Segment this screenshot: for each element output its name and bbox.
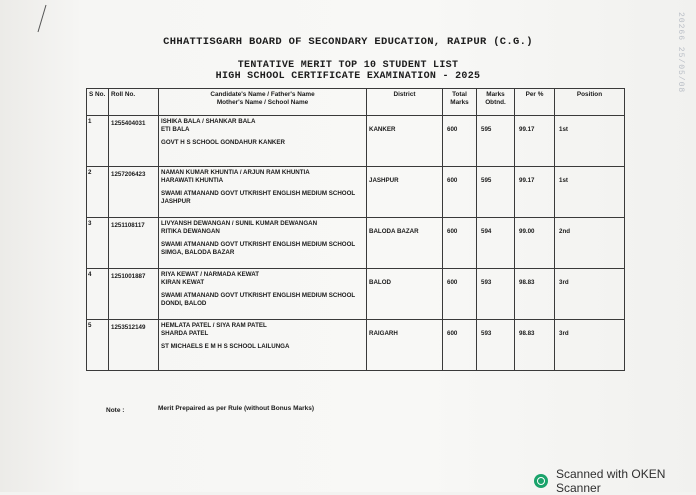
- cell-sno: 4: [88, 271, 92, 278]
- cell-roll: 1253512149: [111, 324, 146, 331]
- cell-name-father: RIYA KEWAT / NARMADA KEWAT: [161, 271, 260, 278]
- cell-total: 600: [447, 126, 458, 133]
- scanner-text: Scanned with OKEN Scanner: [556, 467, 666, 495]
- cell-sno: 5: [88, 322, 92, 329]
- exam-title: HIGH SCHOOL CERTIFICATE EXAMINATION - 2025: [215, 71, 481, 82]
- header-total: Total Marks: [443, 89, 477, 116]
- cell-name-father: HEMLATA PATEL / SIYA RAM PATEL: [161, 322, 267, 329]
- cell-position: 3rd: [559, 330, 569, 337]
- cell-position: 2nd: [559, 228, 571, 235]
- cell-sno: 3: [88, 220, 92, 227]
- note-text: Merit Prepaired as per Rule (without Bonus Marks): [158, 405, 315, 412]
- header-position: Position: [555, 89, 625, 116]
- table-header-row: [87, 89, 625, 116]
- cell-obtained: 595: [481, 177, 492, 184]
- cell-name-father: ISHIKA BALA / SHANKAR BALA: [161, 118, 256, 125]
- cell-roll: 1257206423: [111, 171, 146, 178]
- cell-school: SWAMI ATMANAND GOVT UTKRISHT ENGLISH MEDIUM SCHOOL DONDI, BALOD: [161, 292, 356, 307]
- cell-sno: 2: [88, 169, 92, 176]
- cell-roll: 1251001887: [111, 273, 146, 280]
- pen-mark: [36, 4, 48, 34]
- cell-obtained: 595: [481, 126, 492, 133]
- cell-name-father: NAMAN KUMAR KHUNTIA / ARJUN RAM KHUNTIA: [161, 169, 310, 176]
- cell-total: 600: [447, 177, 458, 184]
- header-roll: Roll No.: [109, 89, 159, 116]
- cell-obtained: 594: [481, 228, 492, 235]
- cell-percent: 99.00: [519, 228, 535, 235]
- cell-district: RAIGARH: [369, 330, 398, 337]
- cell-total: 600: [447, 330, 458, 337]
- cell-school: SWAMI ATMANAND GOVT UTKRISHT ENGLISH MEDIUM SCHOOL JASHPUR: [161, 190, 356, 205]
- cell-obtained: 593: [481, 279, 492, 286]
- header-obtained: Marks Obtnd.: [477, 89, 515, 116]
- header-district: District: [367, 89, 443, 116]
- note-label: Note :: [106, 407, 125, 414]
- header-candidate: Candidate's Name / Father's Name Mother's Name / School Name: [159, 89, 367, 116]
- scanner-watermark: [534, 467, 696, 495]
- cell-roll: 1255404031: [111, 120, 146, 127]
- cell-total: 600: [447, 228, 458, 235]
- cell-school: ST MICHAELS E M H S SCHOOL LAILUNGA: [161, 343, 290, 350]
- cell-percent: 98.83: [519, 279, 535, 286]
- cell-school: GOVT H S SCHOOL GONDAHUR KANKER: [161, 139, 285, 146]
- cell-school: SWAMI ATMANAND GOVT UTKRISHT ENGLISH MEDIUM SCHOOL SIMGA, BALODA BAZAR: [161, 241, 356, 256]
- cell-name-father: LIVYANSH DEWANGAN / SUNIL KUMAR DEWANGAN: [161, 220, 318, 227]
- table-row: [87, 320, 625, 371]
- list-title: TENTATIVE MERIT TOP 10 STUDENT LIST: [237, 60, 459, 71]
- cell-position: 1st: [559, 177, 568, 184]
- cell-mother: SHARDA PATEL: [161, 330, 209, 337]
- cell-position: 3rd: [559, 279, 569, 286]
- cell-percent: 99.17: [519, 177, 535, 184]
- stamp-text: 20266 25/05/08: [676, 12, 685, 94]
- table-row: [87, 116, 625, 167]
- table-row: [87, 218, 625, 269]
- cell-mother: HARAWATI KHUNTIA: [161, 177, 224, 184]
- scanner-logo-icon: [534, 474, 548, 488]
- cell-percent: 98.83: [519, 330, 535, 337]
- cell-total: 600: [447, 279, 458, 286]
- cell-district: BALODA BAZAR: [369, 228, 419, 235]
- cell-roll: 1251108117: [111, 222, 145, 229]
- board-title: CHHATTISGARH BOARD OF SECONDARY EDUCATION, RAIPUR (C.G.): [163, 36, 533, 48]
- cell-district: KANKER: [369, 126, 396, 133]
- cell-sno: 1: [88, 118, 92, 125]
- cell-percent: 99.17: [519, 126, 535, 133]
- table-row: [87, 167, 625, 218]
- table-row: [87, 269, 625, 320]
- cell-position: 1st: [559, 126, 568, 133]
- cell-obtained: 593: [481, 330, 492, 337]
- header-sno: S No.: [87, 89, 109, 116]
- cell-district: BALOD: [369, 279, 391, 286]
- cell-mother: RITIKA DEWANGAN: [161, 228, 220, 235]
- cell-district: JASHPUR: [369, 177, 399, 184]
- cell-mother: ETI BALA: [161, 126, 190, 133]
- cell-mother: KIRAN KEWAT: [161, 279, 205, 286]
- merit-table: [86, 88, 625, 371]
- header-percent: Per %: [515, 89, 555, 116]
